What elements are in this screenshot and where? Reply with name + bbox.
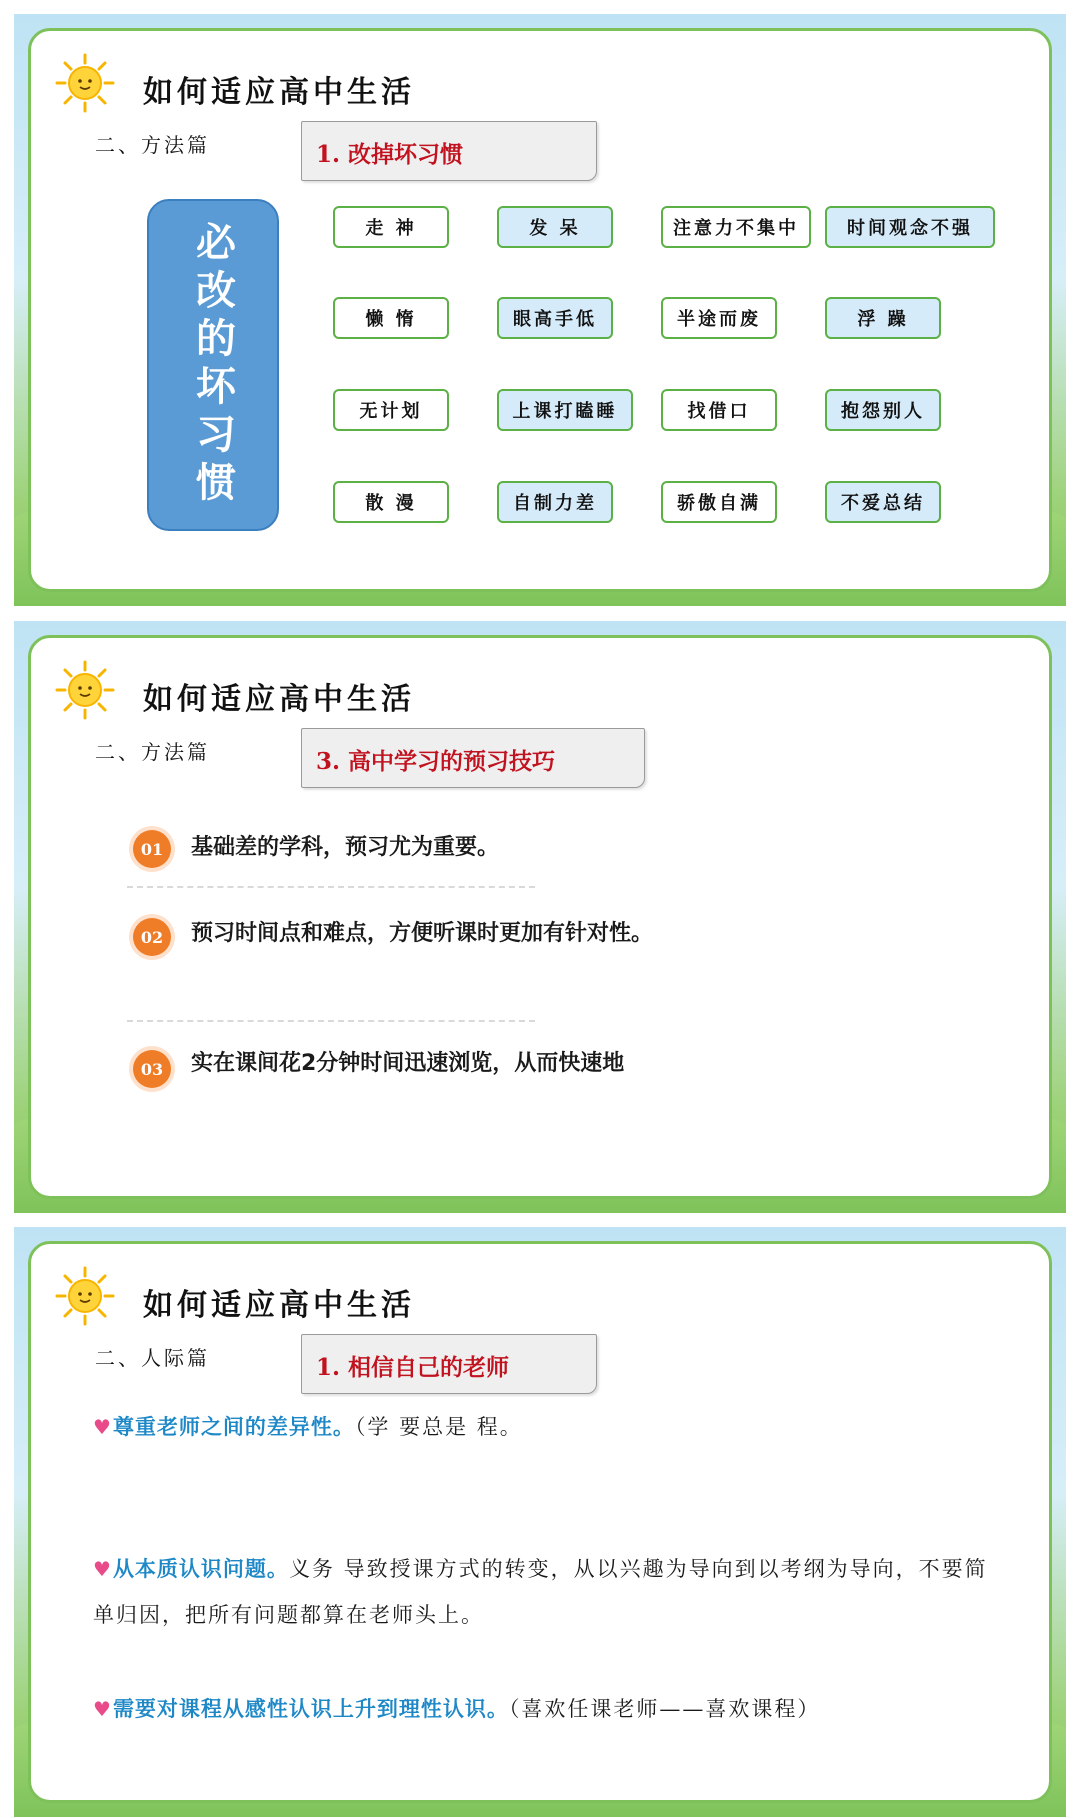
habit-label: 眼高手低: [513, 309, 597, 330]
habit-label: 散 漫: [365, 493, 417, 514]
banner-text: 必改的坏习惯: [189, 221, 237, 509]
habit-pill: [825, 206, 995, 248]
divider: [127, 1020, 535, 1022]
sun-icon: [55, 1266, 115, 1326]
bad-habits-banner: [147, 199, 279, 531]
divider: [127, 886, 535, 888]
sun-icon: [55, 53, 115, 113]
habit-label: 懒 惰: [365, 309, 417, 330]
paragraph-body: （喜欢任课老师——喜欢课程）: [508, 1697, 821, 1721]
habit-pill: [825, 389, 941, 431]
topic-box: [301, 121, 597, 181]
section-label: 二、人际篇: [95, 1346, 210, 1370]
habit-pill: [661, 206, 811, 248]
topic-box: [301, 1334, 597, 1394]
habit-label: 抱怨别人: [841, 401, 925, 422]
slide-1: [14, 14, 1066, 606]
paragraph-body: 义务 导致授课方式的转变，从以兴趣为导向到以考纲为导向，不要简单归因，把所有问题都算在老师头上。: [93, 1557, 988, 1627]
paragraph-heading: 尊重老师之间的差异性。: [112, 1415, 355, 1439]
habit-label: 注意力不集中: [673, 218, 799, 239]
tip-number-badge: 01: [133, 830, 171, 868]
habit-label: 上课打瞌睡: [512, 401, 618, 422]
slide-3: [14, 1227, 1066, 1817]
section-label: 二、方法篇: [95, 740, 210, 764]
topic-title: 1. 相信自己的老师: [316, 1354, 510, 1381]
habit-pill: [825, 481, 941, 523]
habit-label: 无计划: [359, 401, 423, 422]
slide-title: 如何适应高中生活: [143, 682, 415, 717]
habit-pill: [825, 297, 941, 339]
heart-icon: ♥: [93, 1557, 113, 1581]
habit-label: 找借口: [687, 401, 751, 422]
tip-text: 预习时间点和难点，方便听课时更加有针对性。: [191, 921, 654, 946]
topic-title: 1. 改掉坏习惯: [316, 141, 464, 168]
habit-label: 浮 躁: [857, 309, 909, 330]
habit-pill: [333, 297, 449, 339]
paragraph-heading: 需要对课程从感性认识上升到理性认识。: [112, 1697, 509, 1721]
habit-label: 骄傲自满: [677, 493, 761, 514]
slide-title: 如何适应高中生活: [143, 1288, 415, 1323]
tip-number-badge: 02: [133, 918, 171, 956]
tip-text: 实在课间花2分钟时间迅速浏览，从而快速地: [191, 1051, 625, 1076]
heart-icon: ♥: [93, 1697, 113, 1721]
slide-title: 如何适应高中生活: [143, 75, 415, 110]
habit-label: 自制力差: [513, 493, 597, 514]
slide-card: [28, 635, 1052, 1199]
habit-pill: [661, 481, 777, 523]
habit-pill: [497, 297, 613, 339]
habit-label: 不爱总结: [841, 493, 925, 514]
habit-label: 发 呆: [529, 218, 581, 239]
habit-pill: [661, 389, 777, 431]
tip-number-badge: 03: [133, 1050, 171, 1088]
slide-2: [14, 621, 1066, 1213]
habit-label: 时间观念不强: [847, 218, 973, 239]
slide-card: [28, 28, 1052, 592]
habit-pill: [333, 389, 449, 431]
heart-icon: ♥: [93, 1415, 113, 1439]
habit-pill: [333, 206, 449, 248]
paragraph: [93, 1686, 999, 1732]
topic-title: 3. 高中学习的预习技巧: [316, 748, 556, 775]
habit-label: 走 神: [365, 218, 417, 239]
habit-label: 半途而废: [677, 309, 761, 330]
topic-box: [301, 728, 645, 788]
habit-pill: [661, 297, 777, 339]
slide-card: [28, 1241, 1052, 1803]
paragraph-heading: 从本质认识问题。: [112, 1557, 289, 1581]
section-label: 二、方法篇: [95, 133, 210, 157]
paragraph: [93, 1546, 999, 1638]
paragraph-body: （学 要总是 程。: [354, 1415, 523, 1439]
sun-icon: [55, 660, 115, 720]
habit-pill: [333, 481, 449, 523]
habit-pill: [497, 389, 633, 431]
habit-pill: [497, 206, 613, 248]
tip-text: 基础差的学科，预习尤为重要。: [191, 835, 500, 860]
habit-pill: [497, 481, 613, 523]
paragraph: [93, 1404, 999, 1450]
